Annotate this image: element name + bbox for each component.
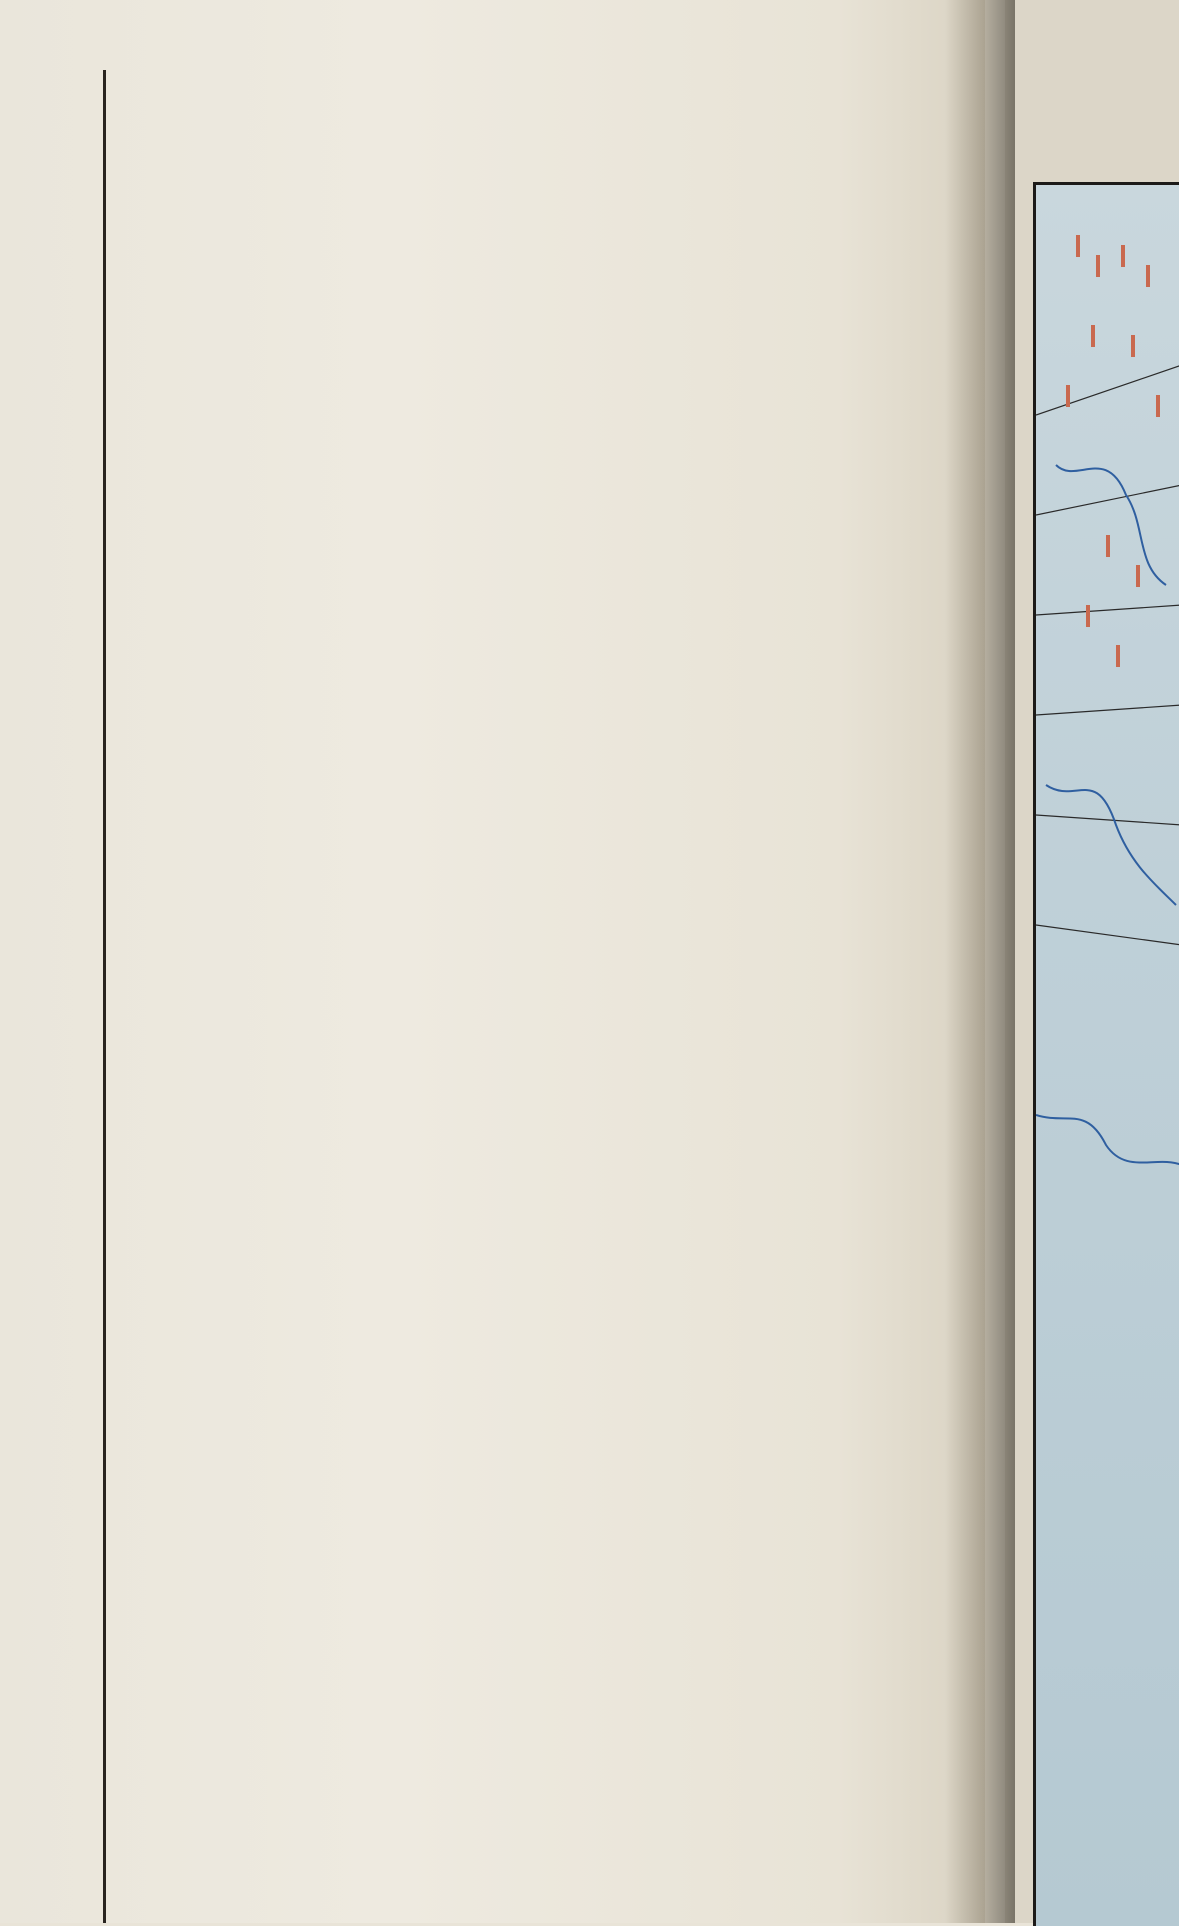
column-divider [103,70,106,1923]
map [1033,182,1179,1926]
map-graticule [1036,185,1179,1926]
book-gutter-shadow [945,0,1015,1923]
previous-column-fragment [0,104,88,1924]
